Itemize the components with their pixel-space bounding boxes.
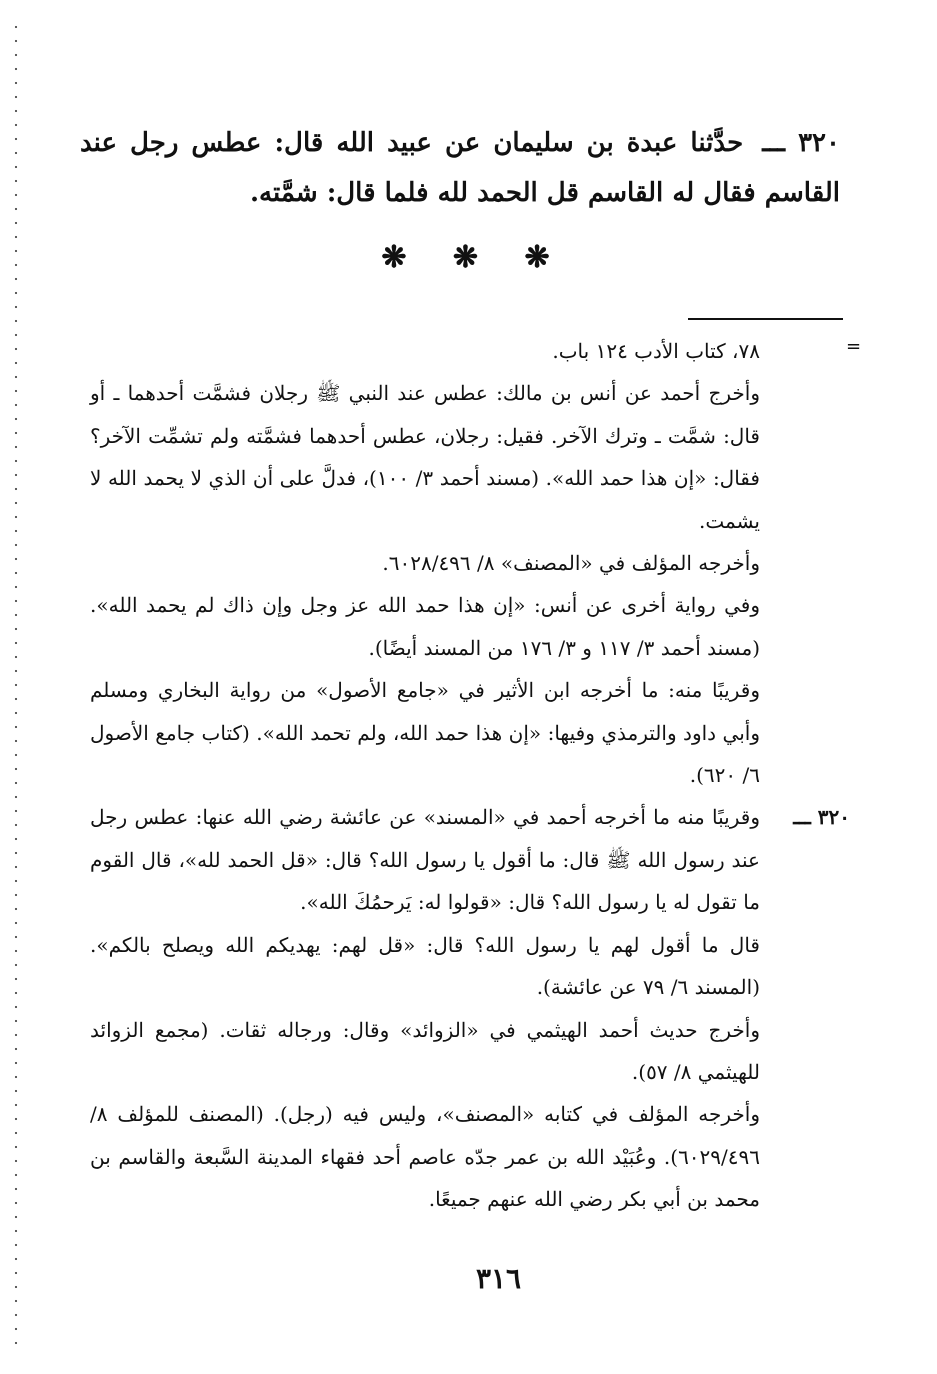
section-separator: ❋ ❋ ❋: [381, 240, 568, 275]
footnote-paragraph: وأخرجه المؤلف في كتابه «المصنف»، وليس فيه (رجل). (المصنف للمؤلف ٨/ ٦٠٢٩/٤٩٦). وعُبَيْد الله بن عمر جدّه عاصم أحد فقهاء المدينة السَّبعة والقاسم بن محمد بن أبي بكر رضي الله عنهم جميعًا.: [90, 1102, 760, 1212]
continuation-mark: =: [846, 336, 862, 357]
footnote-paragraph: وقريبًا منه ما أخرجه أحمد في «المسند» عن عائشة رضي الله عنها: عطس رجل عند رسول الله ﷺ قال: ما أقول يا رسول الله؟ قال: «قل الحمد لله»، قال القوم ما تقول له يا رسول الله؟ قال: «قولوا له: يَرحمُكَ الله».: [90, 805, 760, 915]
footnote-marker: ٣٢٠ ـــ: [793, 805, 850, 829]
margin-dotted-line: [14, 20, 18, 1350]
footnote-paragraph: قال ما أقول لهم يا رسول الله؟ قال: «قل لهم: يهديكم الله ويصلح بالكم». (المسند ٦/ ٧٩ عن عائشة).: [90, 932, 760, 1000]
page-number: ٣١٦: [475, 1262, 522, 1295]
footnote-paragraph: وقريبًا منه: ما أخرجه ابن الأثير في «جامع الأصول» من رواية البخاري ومسلم وأبي داود والترمذي وفيها: «إن هذا حمد الله، ولم تحمد الله». (كتاب جامع الأصول ٦/ ٦٢٠).: [90, 678, 760, 788]
footnote-paragraph: وأخرج حديث أحمد الهيثمي في «الزوائد» وقال: ورجاله ثقات. (مجمع الزوائد للهيثمي ٨/ ٥٧).: [90, 1017, 760, 1084]
footnotes-block: [90, 330, 760, 1221]
hadith-main-text: [80, 118, 840, 218]
footnote-paragraph: وأخرجه المؤلف في «المصنف» ٨/ ٦٠٢٨/٤٩٦.: [382, 551, 760, 576]
footnote-divider: [688, 318, 843, 320]
hadith-body: حدَّثنا عبدة بن سليمان عن عبيد الله قال: عطس رجل عند القاسم فقال له القاسم قل الحمد لله فلما قال: شمَّته.: [80, 128, 840, 208]
footnote-paragraph: وفي رواية أخرى عن أنس: «إن هذا حمد الله عز وجل وإن ذاك لم يحمد الله». (مسند أحمد ٣/ ١١٧ و ٣/ ١٧٦ من المسند أيضًا).: [90, 593, 760, 660]
footnote-paragraph: وأخرج أحمد عن أنس بن مالك: عطس عند النبي ﷺ رجلان فشمَّت أحدهما ـ أو قال: شمَّت ـ وترك الآخر. فقيل: رجلان، عطس أحدهما فشمَّته ولم تشمِّت الآخر؟ فقال: «إن هذا حمد الله». (مسند أحمد ٣/ ١٠٠)، فدلَّ على أن الذي لا يحمد الله لا يشمت.: [90, 381, 760, 533]
footnote-paragraph: ٧٨، كتاب الأدب ١٢٤ باب.: [552, 339, 760, 363]
hadith-number: ٣٢٠ ـــ: [762, 128, 840, 158]
